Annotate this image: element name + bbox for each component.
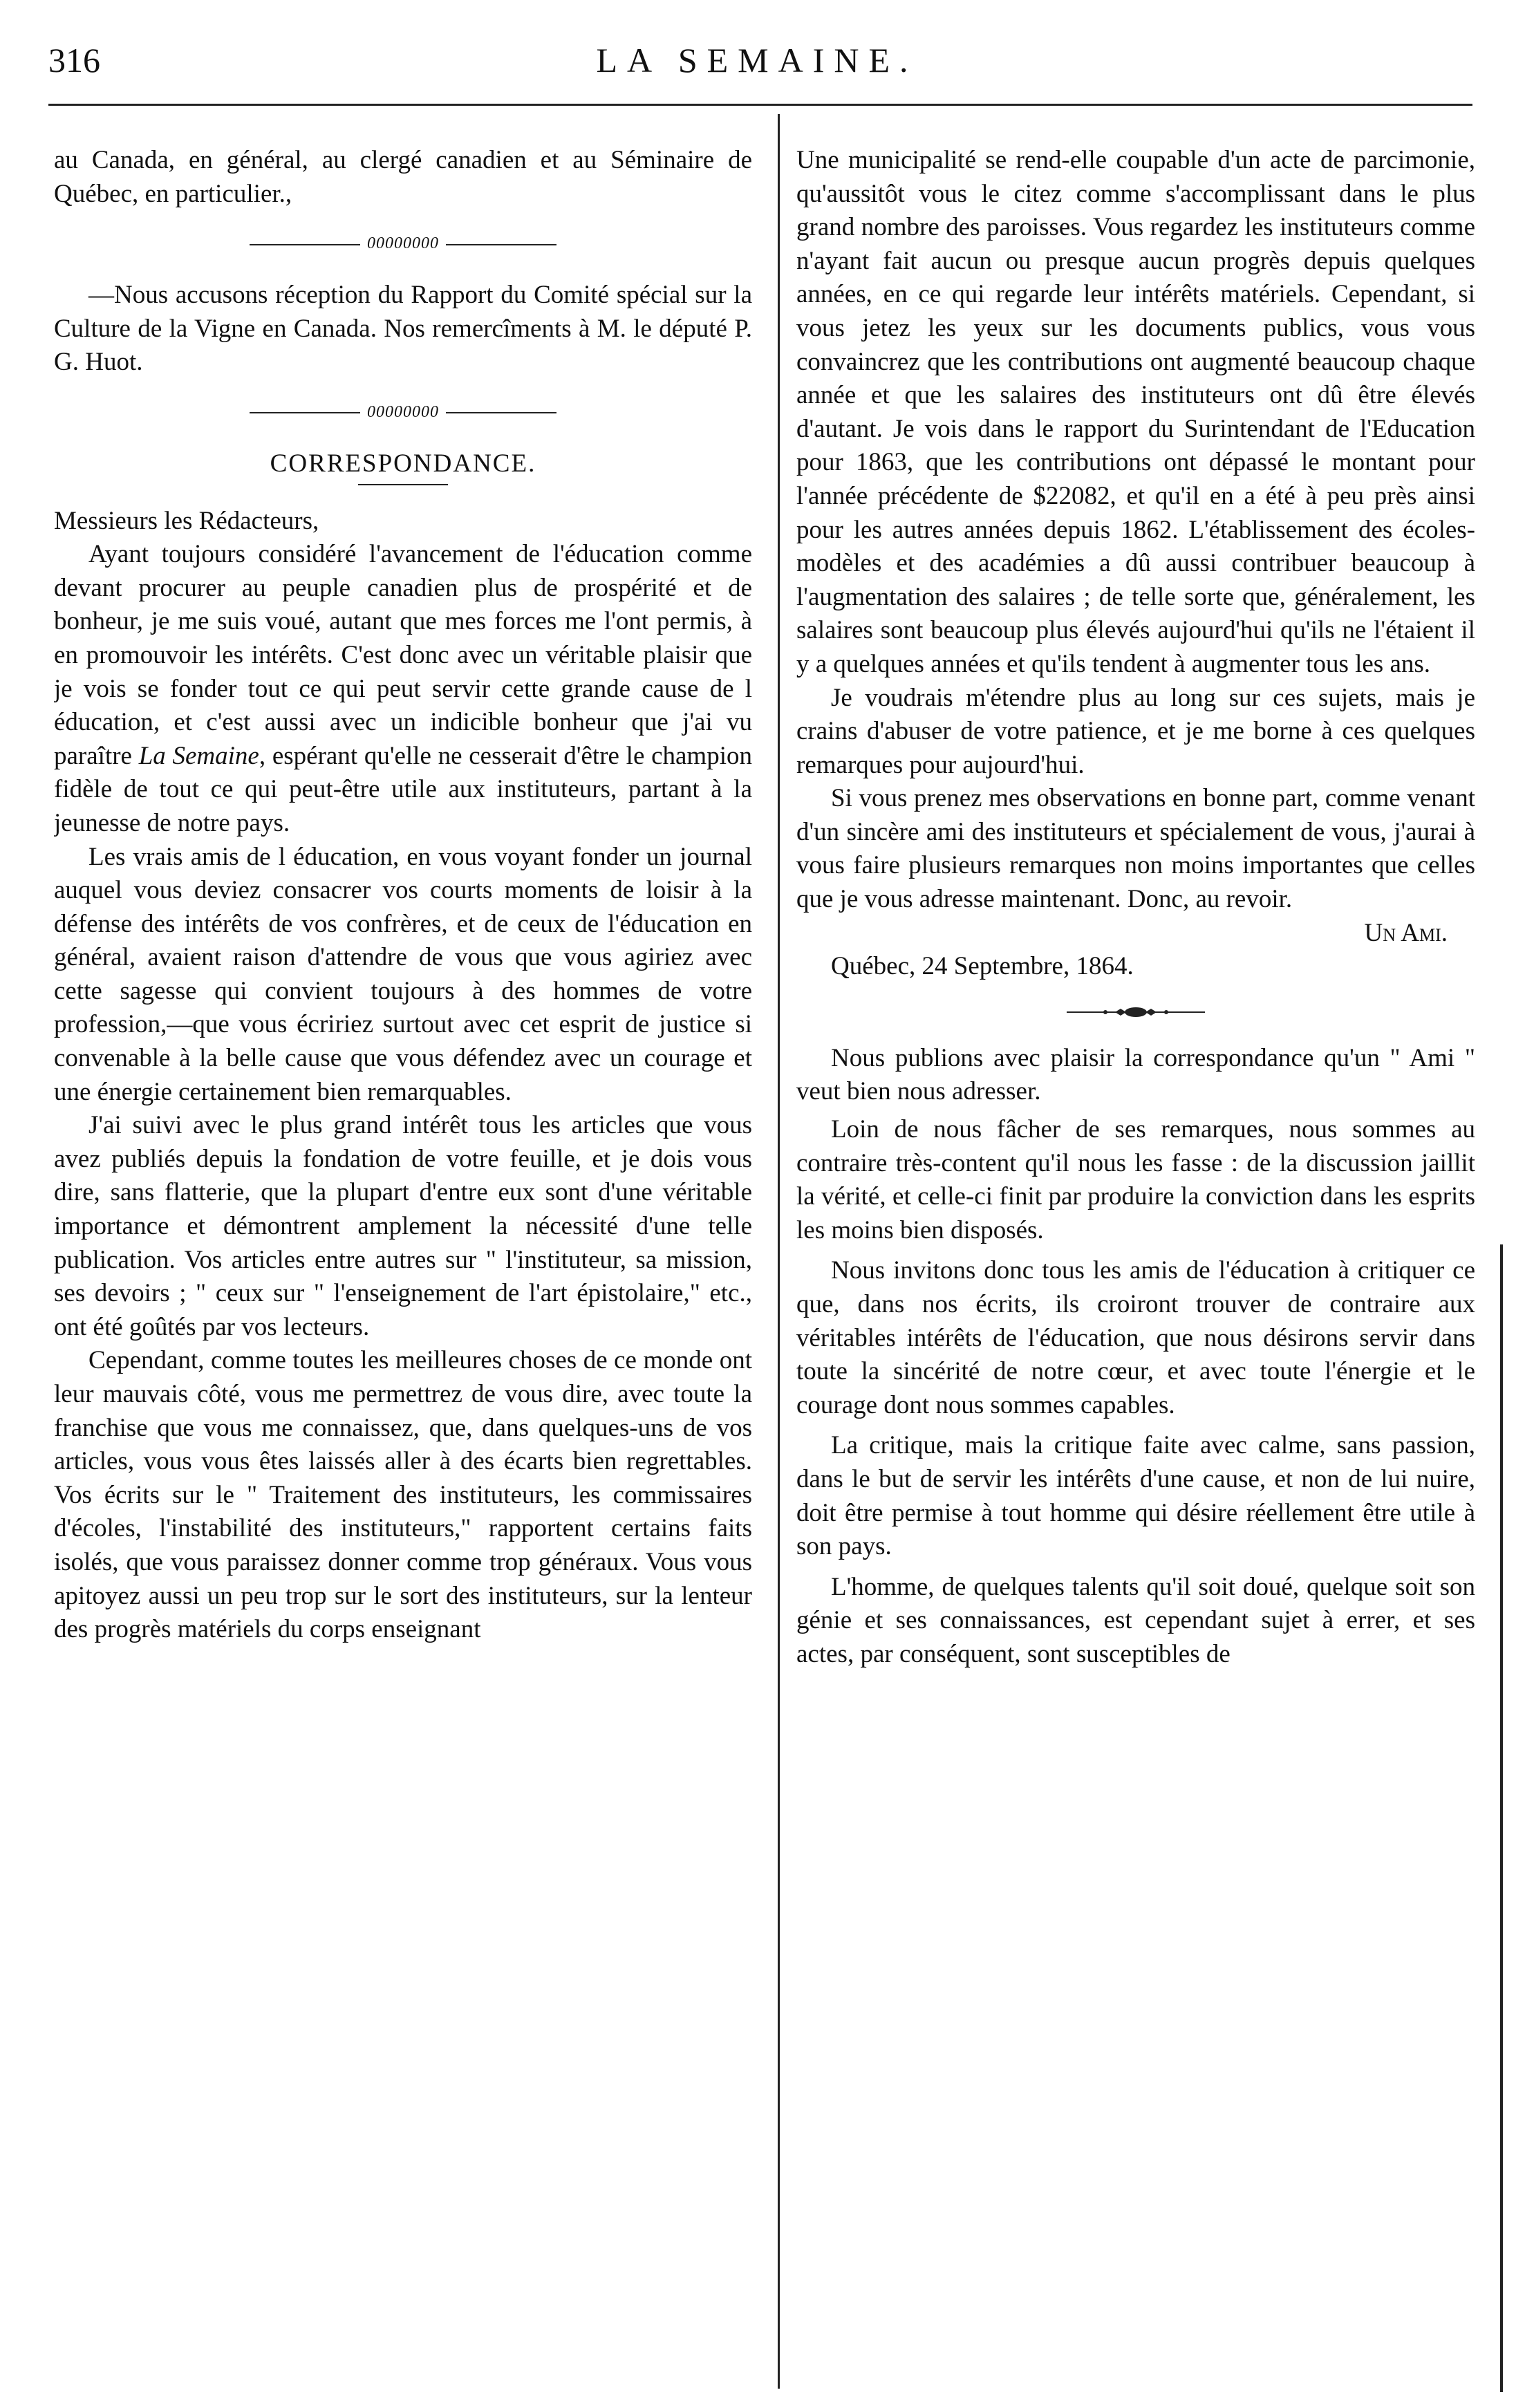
header-rule bbox=[48, 104, 1472, 106]
paragraph: Nous invitons donc tous les amis de l'éducation à critiquer ce que, dans nos écrits, ils croiront trouver de contraire aux véritables intérêts de l'éducation, que nous désirons servir dans toute la sincérité de notre cœur, et avec toute l'énergie et le courage dont nous sommes capables. bbox=[796, 1256, 1475, 1419]
journal-title: La Semaine bbox=[138, 741, 259, 770]
paragraph-text: , espérant qu'elle ne cesserait d'être le champion fidèle de tout ce qui peut-être utile aux instituteurs, partant à la jeunesse de notre pays. bbox=[54, 741, 752, 837]
ornament-dash bbox=[250, 412, 360, 413]
page-header bbox=[48, 40, 1466, 88]
paragraph: La critique, mais la critique faite avec calme, sans passion, dans le but de servir les intérêts d'une cause, et non de lui nuire, doit être permise à tout homme qui désire réellement être utile à son pays. bbox=[796, 1431, 1475, 1561]
paragraph-text: Ayant toujours considéré l'avancement de l'éducation comme devant procurer au peuple canadien plus de prospérité et de bonheur, je me suis voué, autant que mes forces me l'ont permis, à en promouvoir les intérêts. C'est donc avec un véritable plaisir que je vois se fonder tout ce qui peut servir cette grande cause de l éducation, et c'est aussi avec un indicible bonheur que j'ai vu paraître bbox=[54, 540, 752, 770]
left-column bbox=[54, 144, 752, 2398]
paragraph: Une municipalité se rend-elle coupable d'un acte de parcimonie, qu'aussitôt vous le citez comme s'accomplissant dans le plus grand nombre des paroisses. Vous regardez les instituteurs comme n'ayant fait aucun ou presque aucun progrès depuis quelques années, en ce qui regarde leur intérêts matériels. Cependant, si vous jetez les yeux sur les documents publics, vous vous convaincrez que les contributions ont augmenté beaucoup chaque année et que les salaires des instituteurs ont dû être élevés d'autant. Je vois dans le rapport du Surintendant de l'Education pour 1863, que les contributions ont dépassé le montant pour l'année précédente de $22082, et qu'il en a été à peu près ainsi pour les autres années depuis 1862. L'établissement des écoles-modèles et des académies a dû aussi contribuer beaucoup à l'augmentation des salaires ; de telle sorte que, généralement, les salaires sont beaucoup plus élevés aujourd'hui qu'ils ne l'étaient il y a quelques années et qu'ils tendent à augmenter tous les ans. bbox=[796, 146, 1475, 678]
fleuron-ornament bbox=[1067, 1005, 1205, 1019]
ornament-dash bbox=[446, 244, 556, 245]
right-edge-rule bbox=[1500, 1244, 1503, 2392]
paragraph: Je voudrais m'étendre plus au long sur ces sujets, mais je crains d'abuser de votre patience, et je me borne à ces quelques remarques pour aujourd'hui. bbox=[796, 683, 1475, 779]
ornament-divider bbox=[54, 233, 752, 254]
column-divider bbox=[778, 114, 780, 2389]
paragraph: au Canada, en général, au clergé canadien et au Séminaire de Québec, en particulier., bbox=[54, 146, 752, 208]
paragraph: L'homme, de quelques talents qu'il soit doué, quelque soit son génie et ses connaissances, est cependant sujet à errer, et ses actes, par conséquent, sont susceptibles de bbox=[796, 1572, 1475, 1668]
paragraph: Les vrais amis de l éducation, en vous voyant fonder un journal auquel vous deviez consacrer vos courts moments de loisir à la défense des intérêts de vos confrères, et de ceux de l'éducation en général, avaient raison d'attendre de vous que vous agiriez avec cette sagesse qui convient toujours à des hommes de votre profession,—que vous écririez surtout avec cet esprit de justice si convenable à la belle cause que vous défendez avec un courage et une énergie certainement bien remarquables. bbox=[54, 842, 752, 1106]
page-number: 316 bbox=[48, 41, 100, 80]
ornament-text: 00000000 bbox=[367, 402, 439, 421]
signature: Un Ami. bbox=[1364, 918, 1448, 947]
fleuron-divider bbox=[796, 1005, 1475, 1018]
salutation: Messieurs les Rédacteurs, bbox=[54, 506, 319, 535]
ornament-dash bbox=[446, 412, 556, 413]
ornament-dash bbox=[250, 244, 360, 245]
dateline: Québec, 24 Septembre, 1864. bbox=[831, 952, 1134, 981]
right-column bbox=[796, 144, 1475, 2398]
ornament-divider bbox=[54, 402, 752, 422]
paragraph: Cependant, comme toutes les meilleures choses de ce monde ont leur mauvais côté, vous me permettrez de vous dire, avec toute la franchise que vous me connaissez, que, dans quelques-uns de vos articles, vous vous êtes laissés aller à des écarts bien regrettables. Vos écrits sur le " Traitement des instituteurs, les commissaires d'écoles, l'instabilité des instituteurs," rapportent certains faits isolés, que vous paraissez donner comme trop généraux. Vous vous apitoyez aussi un peu trop sur le sort des instituteurs, sur la lenteur des progrès matériels du corps enseignant bbox=[54, 1346, 752, 1644]
section-rule bbox=[358, 484, 448, 485]
paragraph: —Nous accusons réception du Rapport du Comité spécial sur la Culture de la Vigne en Canada. Nos remercîments à M. le député P. G. Huot. bbox=[54, 281, 752, 377]
paragraph bbox=[54, 538, 752, 840]
ornament-text: 00000000 bbox=[367, 234, 439, 253]
paragraph: Nous publions avec plaisir la correspondance qu'un " Ami " veut bien nous adresser. bbox=[796, 1043, 1475, 1106]
paragraph: J'ai suivi avec le plus grand intérêt tous les articles que vous avez publiés depuis la fondation de votre feuille, et je dois vous dire, sans flatterie, que la plupart d'entre eux sont d'une véritable importance et démontrent amplement la nécessité d'une telle publication. Vos articles entre autres sur " l'instituteur, sa mission, ses devoirs ; " ceux sur " l'enseignement de l'art épistolaire," etc., ont été goûtés par vos lecteurs. bbox=[54, 1111, 752, 1341]
paragraph: Si vous prenez mes observations en bonne part, comme venant d'un sincère ami des instituteurs et spécialement de vous, j'aurai à vous faire plusieurs remarques non moins importantes que celles que je vous adresse maintenant. Donc, au revoir. bbox=[796, 784, 1475, 914]
section-title: CORRESPONDANCE. bbox=[270, 449, 536, 478]
running-title: LA SEMAINE. bbox=[596, 41, 918, 80]
paragraph: Loin de nous fâcher de ses remarques, nous sommes au contraire très-content qu'il nous les fasse : de la discussion jaillit la vérité, et celle-ci finit par produire la conviction dans les esprits les moins bien disposés. bbox=[796, 1115, 1475, 1244]
